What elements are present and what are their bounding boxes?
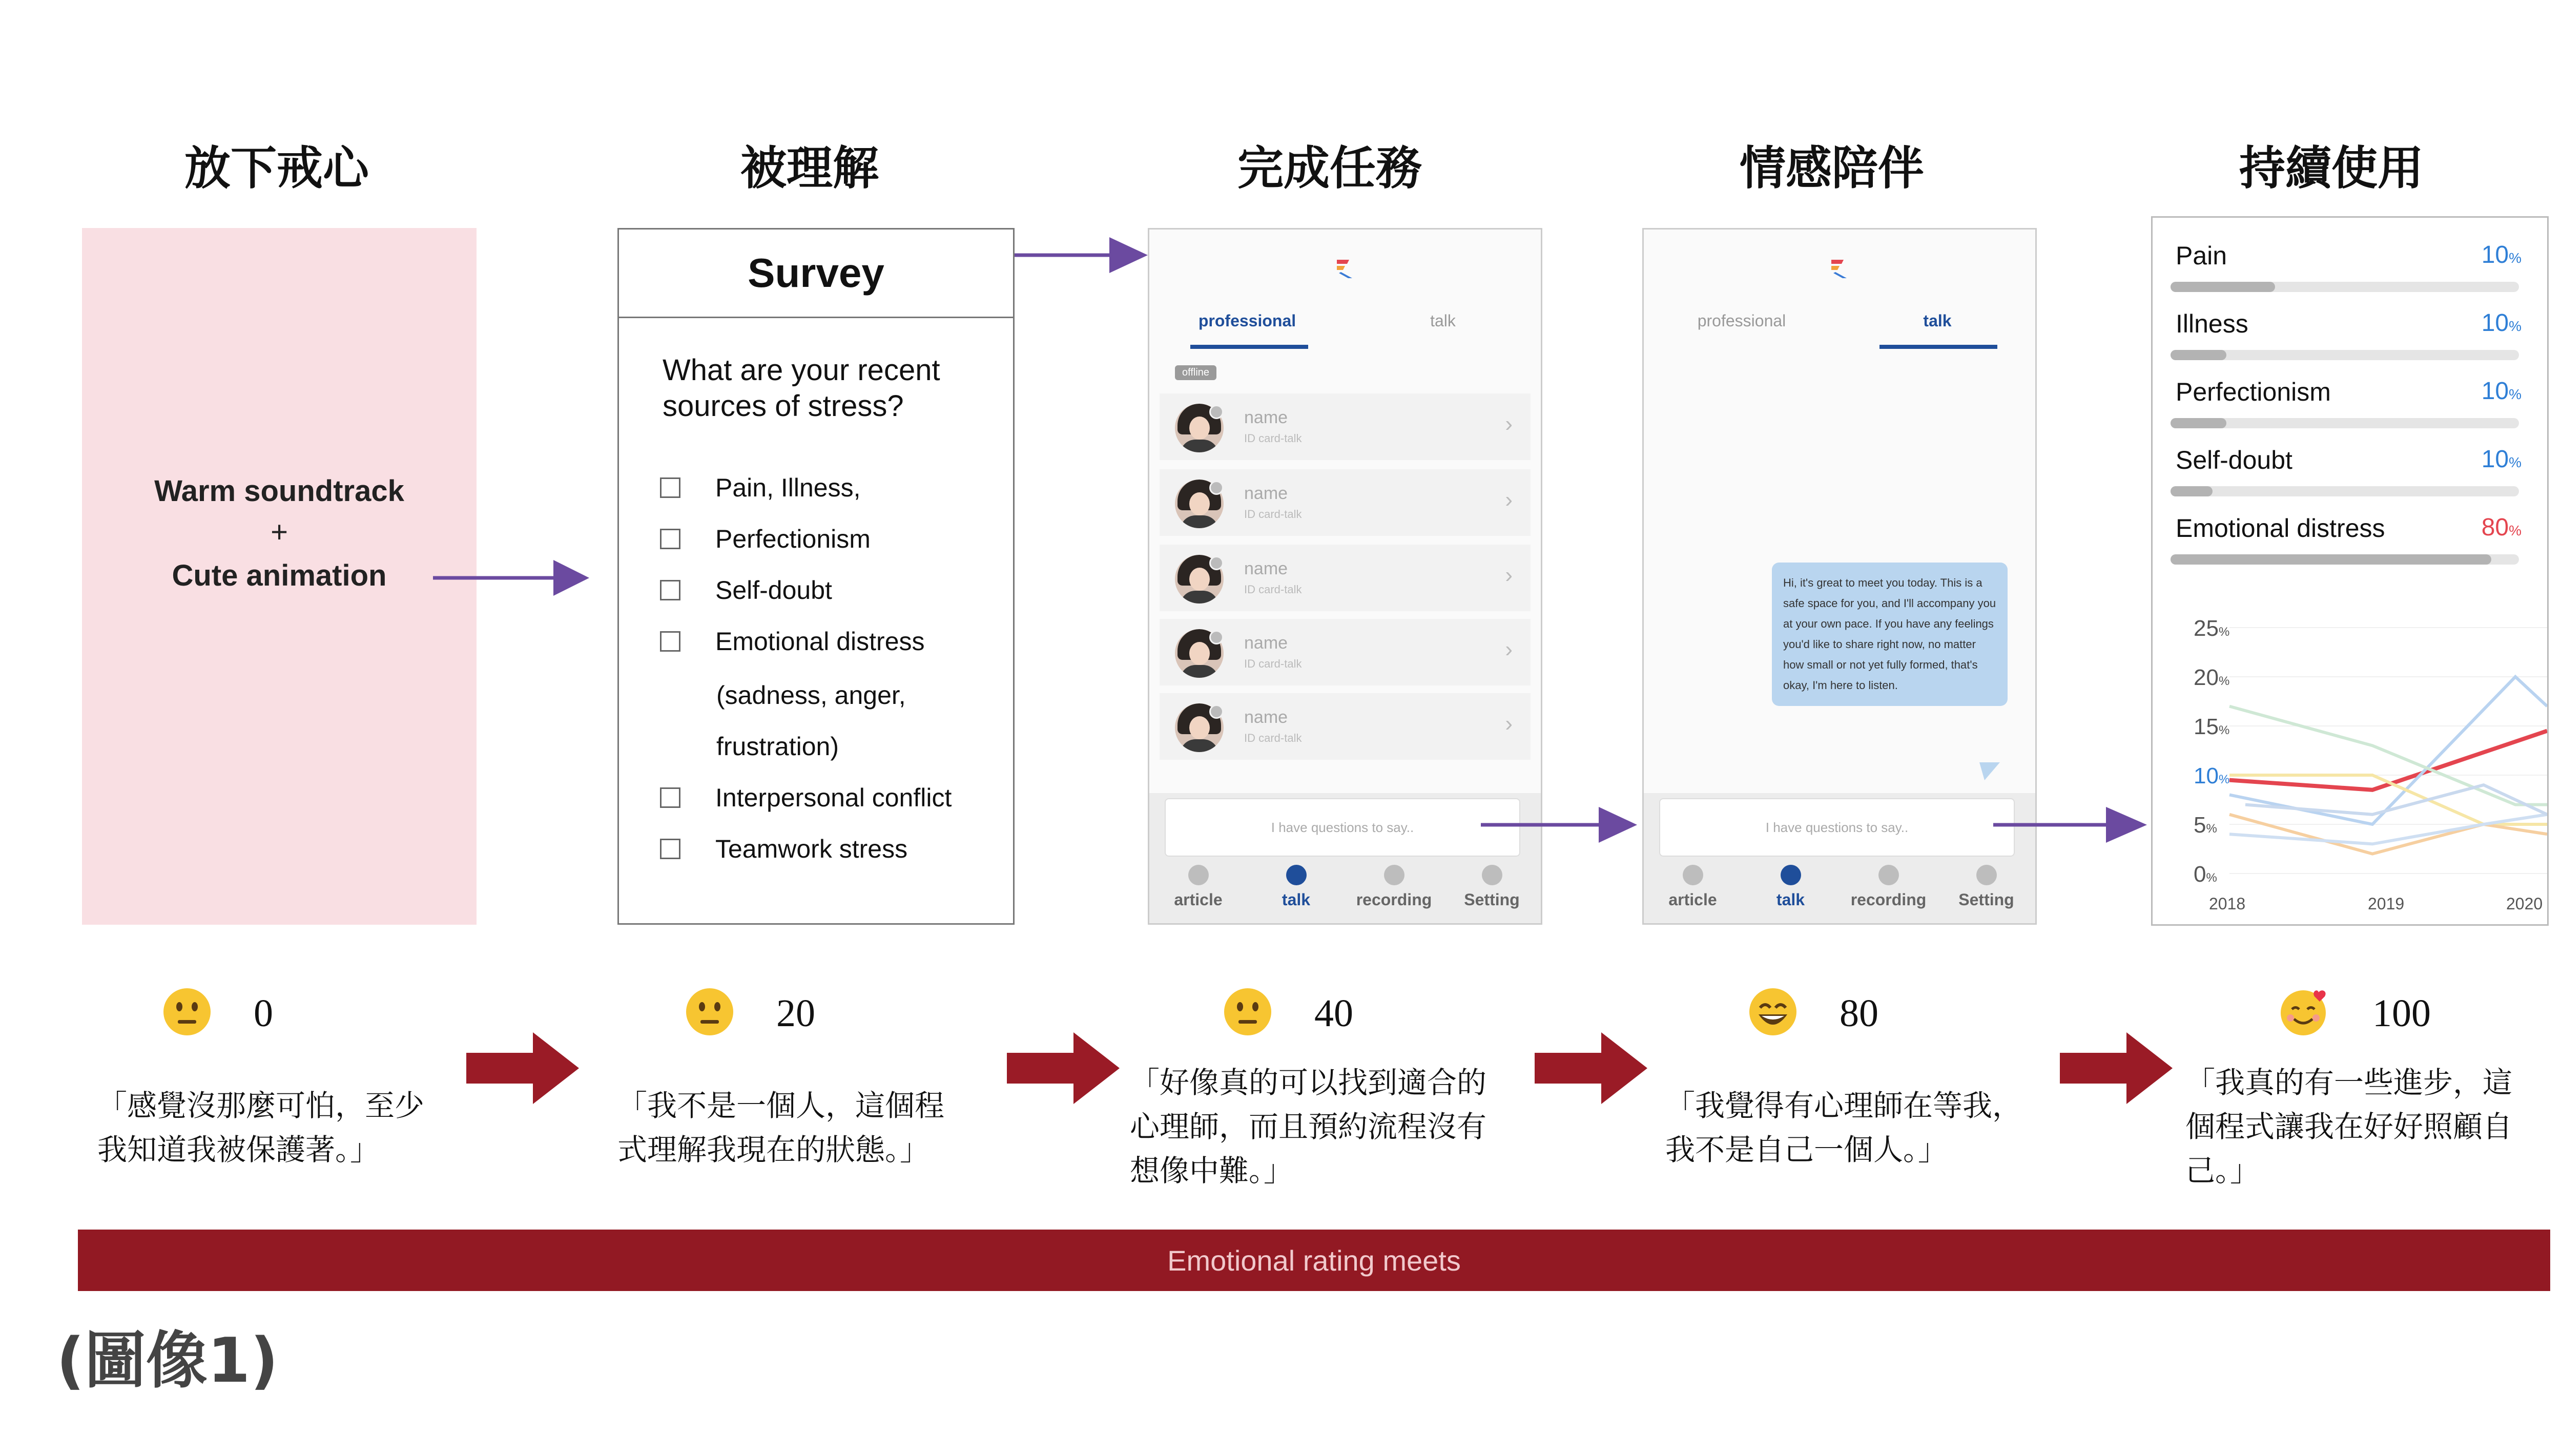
grinning-face-icon <box>1747 986 1799 1037</box>
contact-name: name <box>1244 408 1288 427</box>
neutral-face-icon <box>1222 986 1273 1037</box>
user-quote <box>617 1084 986 1172</box>
option-detail: frustration) <box>716 732 839 761</box>
option-label: Interpersonal conflict <box>715 783 952 812</box>
cute-animation-label: Cute animation <box>172 559 387 592</box>
quote-line: 式理解我現在的狀態。」 <box>617 1132 930 1167</box>
big-arrow-right-icon <box>1007 1032 1120 1104</box>
contact-name: name <box>1244 708 1288 727</box>
user-quote <box>97 1084 466 1172</box>
arrow-right-icon <box>1993 807 2147 843</box>
y-tick-label: 20% <box>2194 665 2230 690</box>
option-detail: (sadness, anger, <box>716 681 906 710</box>
y-tick-label: 5% <box>2194 813 2217 838</box>
stage-title-4: 情感陪伴 <box>1740 141 1924 195</box>
contact-id: ID card-talk <box>1244 508 1302 521</box>
option-label: Perfectionism <box>715 525 871 553</box>
message-input[interactable]: I have questions to say.. <box>1659 798 2015 857</box>
big-arrow-right-icon <box>2060 1032 2173 1104</box>
arrow-right-icon <box>1481 807 1637 843</box>
tab-professional[interactable]: professional <box>1697 311 1786 330</box>
nav-label: Setting <box>1958 890 2014 909</box>
survey-question: What are your recent sources of stress? <box>663 353 940 423</box>
bar-percentage: 80% <box>2481 514 2522 541</box>
arrow-right-icon <box>433 560 589 596</box>
contact-name: name <box>1244 559 1288 578</box>
nav-label: recording <box>1356 890 1432 909</box>
option-label: Teamwork stress <box>715 835 908 863</box>
tab-talk[interactable]: talk <box>1923 311 1952 330</box>
contact-id: ID card-talk <box>1244 583 1302 596</box>
big-arrow-right-icon <box>466 1032 579 1104</box>
chevron-right-icon: › <box>1505 563 1513 588</box>
rating-score: 80 <box>1840 992 1878 1035</box>
y-tick-label: 10% <box>2194 763 2230 788</box>
smiling-face-with-hearts-icon <box>2278 986 2329 1037</box>
quote-line: 我不是自己一個人。」 <box>1665 1132 1948 1167</box>
chevron-right-icon: › <box>1505 711 1513 736</box>
stage-title-1: 放下戒心 <box>184 141 369 195</box>
user-quote <box>2185 1060 2562 1193</box>
bar-percentage: 10% <box>2481 446 2522 473</box>
stage-title-2: 被理解 <box>740 141 879 195</box>
chevron-right-icon: › <box>1505 487 1513 512</box>
bar-label: Perfectionism <box>2176 378 2331 406</box>
quote-line: 「好像真的可以找到適合的 <box>1130 1065 1487 1100</box>
arrow-right-icon <box>1015 237 1148 273</box>
nav-label: article <box>1668 890 1717 909</box>
survey-title: Survey <box>619 230 1013 318</box>
neutral-face-icon <box>684 986 735 1037</box>
nav-label: talk <box>1776 890 1805 909</box>
bar-label: Pain <box>2176 241 2227 270</box>
figure-caption: (圖像1) <box>56 1325 279 1397</box>
contact-name: name <box>1244 633 1288 653</box>
rating-score: 0 <box>254 992 273 1035</box>
option-label: Emotional distress <box>715 627 925 656</box>
offline-badge: offline <box>1175 365 1216 380</box>
neutral-face-icon <box>161 986 213 1037</box>
quote-line: 「我真的有一些進步，這 <box>2185 1065 2513 1100</box>
message-input[interactable]: I have questions to say.. <box>1165 798 1520 857</box>
quote-line: 我知道我被保護著。」 <box>97 1132 380 1167</box>
rating-score: 40 <box>1314 992 1353 1035</box>
nav-label: article <box>1174 890 1223 909</box>
x-tick-label: 2018 <box>2209 895 2246 913</box>
big-arrow-right-icon <box>1535 1032 1647 1104</box>
bar-label: Self-doubt <box>2176 446 2292 474</box>
warm-soundtrack-label: Warm soundtrack <box>154 474 404 508</box>
bar-label: Emotional distress <box>2176 514 2385 543</box>
nav-label: talk <box>1282 890 1311 909</box>
contact-id: ID card-talk <box>1244 432 1302 445</box>
y-tick-label: 25% <box>2194 616 2230 641</box>
y-tick-label: 15% <box>2194 714 2230 739</box>
quote-line: 「感覺沒那麼可怕，至少 <box>97 1088 425 1123</box>
bar-percentage: 10% <box>2481 309 2522 337</box>
nav-label: recording <box>1850 890 1927 909</box>
quote-line: 己。」 <box>2185 1153 2260 1188</box>
stage-title-5: 持續使用 <box>2239 141 2424 195</box>
quote-line: 個程式讓我在好好照顧自 <box>2185 1109 2513 1144</box>
y-tick-label: 0% <box>2194 862 2217 887</box>
x-tick-label: 2020 <box>2506 895 2543 913</box>
option-label: Pain, Illness, <box>715 473 861 502</box>
bar-percentage: 10% <box>2481 241 2522 268</box>
quote-line: 「我覺得有心理師在等我， <box>1665 1088 2022 1123</box>
quote-line: 「我不是一個人，這個程 <box>617 1088 945 1123</box>
tab-professional[interactable]: professional <box>1198 311 1296 330</box>
contact-name: name <box>1244 484 1288 503</box>
stage-title-3: 完成任務 <box>1237 141 1422 195</box>
user-quote <box>1665 1084 2075 1172</box>
user-quote <box>1130 1060 1540 1193</box>
bar-percentage: 10% <box>2481 378 2522 405</box>
contact-id: ID card-talk <box>1244 732 1302 744</box>
x-tick-label: 2019 <box>2368 895 2405 913</box>
nav-label: Setting <box>1464 890 1520 909</box>
quote-line: 想像中難。」 <box>1130 1153 1294 1188</box>
chat-bubble: Hi, it's great to meet you today. This is a safe space for you, and I'll accompany you at your own pace. If you have any feelings you'd like to share right now, no matter how small or not yet fully formed, that's okay, I'm here to listen. <box>1772 563 2008 706</box>
option-label: Self-doubt <box>715 576 832 605</box>
emotional-rating-banner <box>78 1230 2550 1291</box>
rating-score: 100 <box>2372 992 2431 1035</box>
quote-line: 心理師，而且預約流程沒有 <box>1130 1109 1487 1144</box>
chevron-right-icon: › <box>1505 411 1513 436</box>
tab-talk[interactable]: talk <box>1430 311 1456 330</box>
plus-label: + <box>271 515 288 549</box>
banner-text: Emotional rating meets <box>1167 1244 1461 1277</box>
contact-id: ID card-talk <box>1244 657 1302 670</box>
chevron-right-icon: › <box>1505 637 1513 662</box>
rating-score: 20 <box>776 992 815 1035</box>
bar-label: Illness <box>2176 309 2248 338</box>
